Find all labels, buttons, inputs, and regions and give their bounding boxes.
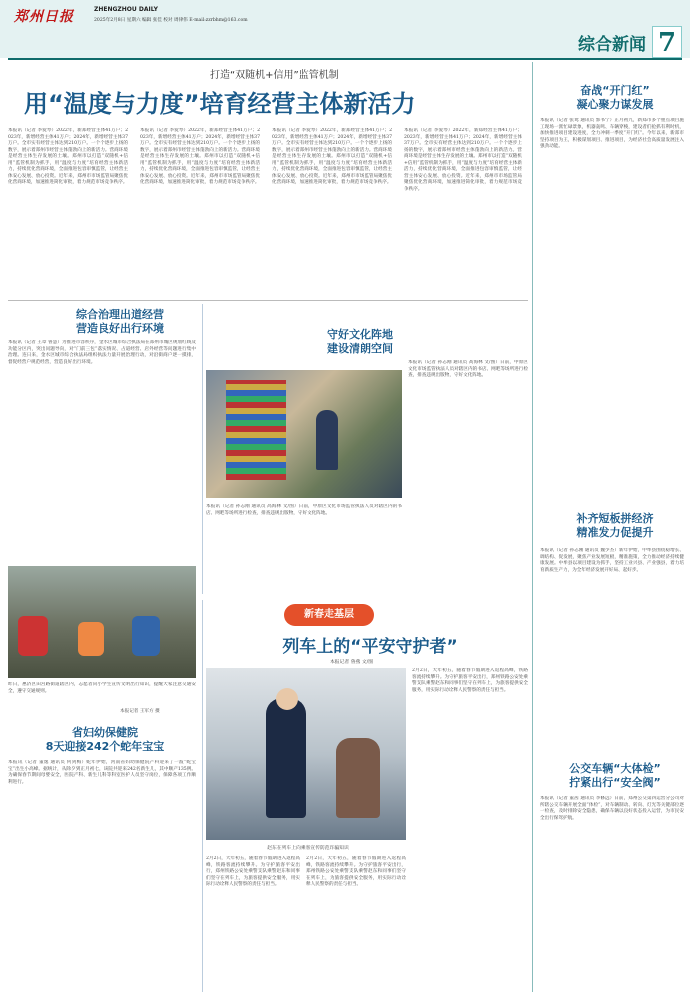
a4-body-col2: 本报讯（记者 孙志刚 通讯员 高海林 文/图）日前，中原区文化市场监管执法人员对辖区内的书店、网吧等场所进行检查，排查违规出版物，守好文化阵地。	[408, 360, 528, 378]
a4-headline: 守好文化阵地 建设清朗空间	[327, 328, 393, 355]
right3-headline: 公交车辆“大体检” 拧紧出行“安全阀”	[569, 762, 661, 789]
feature-body-col1: 2月2日，大年初五，随着春节假期进入返程高峰，铁路客流持续攀升。为守护旅客平安出行，郑州铁路公安处乘警支队乘警赵东和同事们坚守在列车上，为旅客提供安全服务，用实际行动诠释人民警察的责任与担当。	[206, 856, 300, 887]
page-number: 7	[652, 26, 682, 58]
street-photo-credit: 本报记者 王军方 摄	[120, 709, 160, 714]
column-divider	[202, 600, 203, 992]
right1-headline: 奋战“开门红” 凝心聚力谋发展	[576, 84, 654, 111]
feature-headline: 列车上的“平安守护者”	[282, 637, 458, 657]
masthead	[0, 0, 690, 58]
lead-body-col4: 本报讯（记者 李爱琴）2022年，新郑经营主体41万户；2023年，新增经营主体41万户；2024年，新增经营主体37万户。全市实有经营主体达到210万户。一个个逐步上扬的数字，展示着郑州市经营主体蓬勃向上的新活力。营商环境是经营主体生存发展的土壤。郑州市以打造“双随机+信用”监管机制为抓手，用“温度与力度”培育经营主体新活力，持续优化营商环境，全面推进包容审慎监管，让经营主体安心发展、放心投资。近年来，郑州市市场监管局聚焦优化营商环境，加速推进简化审批，着力规范市场竞争秩序。	[404, 128, 522, 192]
a4-photo-caption: 本报讯（记者 孙志刚 通讯员 高海林 文/图）日前，中原区文化市场监管执法人员对辖区内的书店、网吧等场所进行检查，排查违规出版物，守好文化阵地。	[206, 504, 402, 516]
right2-headline: 补齐短板拼经济 精准发力促提升	[576, 512, 654, 539]
right3-body: 本报讯（记者 董茜 通讯员 李修远）日前，郑州公交第四运营分公司对所辖公交车辆开展全面“体检”，对车辆制动、转向、灯光等关键部位逐一检查，及时排除安全隐患，确保车辆以良好状态投入运营，为市民安全出行保驾护航。	[540, 796, 684, 821]
a3-body: 本报讯（记者 董逸 通讯员 何剑梅）蛇年伊始，河南省妇幼保健院产科迎来了一波“蛇宝宝”出生小高峰。据统计，从除夕到正月初七，该院共迎来242名新生儿，其中顺产135例。为确保春节期间母婴安全，医院产科、新生儿科等科室医护人员坚守岗位，保障各项工作顺利进行。	[8, 760, 196, 785]
bookstore-photo	[206, 370, 402, 498]
right2-body: 本报讯（记者 孙志刚 通讯员 魏少杰）新年伊始，中牟县围绕稳增长、调结构、促发展，聚焦产业发展短板，精准施策，全力推动经济持续健康发展。中牟县以项目建设为抓手，坚持工业兴县、产业强县，着力培育新质生产力，为全年经济发展开好局、起好步。	[540, 548, 684, 573]
column-divider	[532, 62, 533, 992]
lead-body-col3: 本报讯（记者 李爱琴）2022年，新郑经营主体41万户；2023年，新增经营主体41万户；2024年，新增经营主体37万户。全市实有经营主体达到210万户。一个个逐步上扬的数字，展示着郑州市经营主体蓬勃向上的新活力。营商环境是经营主体生存发展的土壤。郑州市以打造“双随机+信用”监管机制为抓手，用“温度与力度”培育经营主体新活力，持续优化营商环境，全面推进包容审慎监管，让经营主体安心发展、放心投资。近年来，郑州市市场监管局聚焦优化营商环境，加速推进简化审批，着力规范市场竞争秩序。	[272, 128, 392, 185]
lead-body-col1: 本报讯（记者 李爱琴）2022年，新郑经营主体41万户；2023年，新增经营主体41万户；2024年，新增经营主体37万户。全市实有经营主体达到210万户。一个个逐步上扬的数字，展示着郑州市经营主体蓬勃向上的新活力。营商环境是经营主体生存发展的土壤。郑州市以打造“双随机+信用”监管机制为抓手，用“温度与力度”培育经营主体新活力，持续优化营商环境，全面推进包容审慎监管，让经营主体安心发展、放心投资。近年来，郑州市市场监管局聚焦优化营商环境，加速推进简化审批，着力规范市场竞争秩序。	[8, 128, 128, 185]
feature-body-col3: 2月2日，大年初五，随着春节假期进入返程高峰，铁路客流持续攀升。为守护旅客平安出行，郑州铁路公安处乘警支队乘警赵东和同事们坚守在列车上，为旅客提供安全服务，用实际行动诠释人民警察的责任与担当。	[412, 668, 528, 693]
train-photo	[206, 668, 406, 840]
street-photo-caption: 昨日，惠济区田宫路街道辖区内，志愿者向小学生宣传文明出行知识，提醒大家注意交通安全，遵守交通规则。	[8, 682, 196, 694]
header-rule	[8, 58, 682, 60]
newspaper-logo: 郑州日报	[14, 9, 74, 25]
a3-headline: 省妇幼保健院 8天迎接242个蛇年宝宝	[45, 726, 165, 753]
a2-headline: 综合治理出道经营 营造良好出行环境	[76, 308, 164, 335]
column-divider	[202, 304, 203, 594]
section-rule	[8, 300, 528, 301]
lead-headline: 用“温度与力度”培育经营主体新活力	[24, 90, 416, 118]
feature-badge: 新春走基层	[284, 604, 374, 626]
train-photo-caption: 赵东在列车上向乘客宣传防范诈骗知识	[267, 846, 349, 851]
lead-kicker: 打造“双随机+信用”监管机制	[210, 70, 339, 81]
section-title: 综合新闻	[578, 35, 646, 55]
feature-body-col2: 2月2日，大年初五，随着春节假期进入返程高峰，铁路客流持续攀升。为守护旅客平安出行，郑州铁路公安处乘警支队乘警赵东和同事们坚守在列车上，为旅客提供安全服务，用实际行动诠释人民警察的责任与担当。	[306, 856, 406, 887]
feature-byline: 本报记者 鲁燕 文/图	[330, 660, 374, 665]
a2-body: 本报讯（记者 王章 鲁慧）为推进市容秩序，金水区城市综合执法局在郑州市城区规划红线及功能分区内，突出问题导向，对“门前三包”落实情况、占道经营、店外经营等问题进行集中治理。连日来，金水区城市综合执法局组织执法力量开展治理行动，对沿街商户逐一摸排，督促经营户规范经营，营造良好出行环境。	[8, 340, 196, 365]
issue-info: 2025年2月8日 星期六 编辑 张佳 校对 周律伟 E-mail:zzrbhm@163.com	[94, 18, 248, 23]
newspaper-english-name: ZHENGZHOU DAILY	[94, 6, 158, 13]
lead-body-col2: 本报讯（记者 李爱琴）2022年，新郑经营主体41万户；2023年，新增经营主体41万户；2024年，新增经营主体37万户。全市实有经营主体达到210万户。一个个逐步上扬的数字，展示着郑州市经营主体蓬勃向上的新活力。营商环境是经营主体生存发展的土壤。郑州市以打造“双随机+信用”监管机制为抓手，用“温度与力度”培育经营主体新活力，持续优化营商环境，全面推进包容审慎监管，让经营主体安心发展、放心投资。近年来，郑州市市场监管局聚焦优化营商环境，加速推进简化审批，着力规范市场竞争秩序。	[140, 128, 260, 185]
right1-body: 本报讯（记者 张鸳 通讯员 郭书宁）正月初九，新郑市多个重点项目施工现场一派忙碌景象，机器轰鸣、车辆穿梭，建设者们抢抓有利时机，加快推进项目建设进度，全力冲刺一季度“开门红”。今年以来，新郑市坚持项目为王，积极谋划项目、推进项目，为经济社会高质量发展注入强劲动能。	[540, 118, 684, 149]
street-photo	[8, 566, 196, 678]
